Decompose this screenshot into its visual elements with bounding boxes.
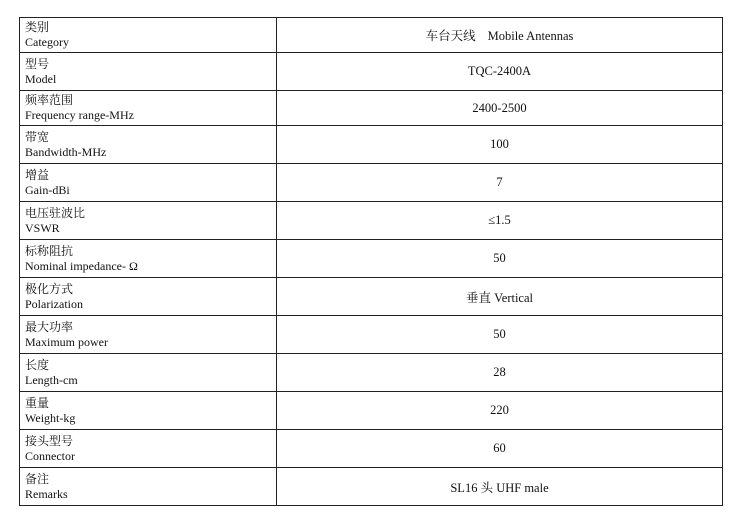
value-en: Mobile Antennas [487,29,574,43]
row-value: SL16 头 UHF male [277,468,723,506]
table-row [20,354,723,392]
label-zh: 标称阻抗 [25,243,74,258]
table-row [20,126,723,164]
row-value: 2400-2500 [277,91,723,126]
row-label [20,202,277,240]
label-zh: 增益 [25,167,50,182]
row-value: 60 [277,430,723,468]
value-zh: 车台天线 [425,29,476,43]
label-en: Gain-dBi [25,182,70,197]
label-zh: 备注 [25,471,50,486]
label-en: Nominal impedance- Ω [25,258,138,273]
label-zh: 类别 [25,20,50,34]
table-row [20,164,723,202]
table-row [20,430,723,468]
row-label [20,278,277,316]
row-value: 50 [277,316,723,354]
value-zh: 垂直 [465,290,491,305]
row-value: 100 [277,126,723,164]
table-row [20,18,723,53]
table-row [20,468,723,506]
table-row [20,316,723,354]
table-row [20,278,723,316]
label-zh: 最大功率 [25,319,74,334]
row-value: 28 [277,354,723,392]
label-en: Weight-kg [25,410,76,425]
label-zh: 电压驻波比 [25,205,86,220]
row-value: ≤1.5 [277,202,723,240]
label-zh: 型号 [25,56,50,71]
row-value [277,18,723,53]
row-label [20,468,277,506]
row-value: TQC-2400A [277,53,723,91]
row-label [20,164,277,202]
label-en: Maximum power [25,334,108,349]
label-en: Frequency range-MHz [25,108,134,122]
row-label [20,53,277,91]
label-zh: 极化方式 [25,281,74,296]
row-value [277,278,723,316]
table-row [20,202,723,240]
row-label [20,316,277,354]
label-zh: 重量 [25,395,50,410]
row-value: 50 [277,240,723,278]
label-zh: 接头型号 [25,433,74,448]
row-label [20,18,277,53]
table-row [20,240,723,278]
label-en: Category [25,35,69,49]
row-label [20,126,277,164]
row-label [20,392,277,430]
label-en: Length-cm [25,372,78,387]
row-label [20,430,277,468]
label-zh: 带宽 [25,129,50,144]
row-label [20,354,277,392]
label-en: Remarks [25,486,68,501]
label-en: Bandwidth-MHz [25,144,107,159]
value-en: Vertical [494,290,533,305]
label-en: Polarization [25,296,83,311]
label-en: VSWR [25,220,60,235]
row-value: 7 [277,164,723,202]
row-value: 220 [277,392,723,430]
table-row [20,53,723,91]
row-label [20,91,277,126]
table-row [20,91,723,126]
label-en: Connector [25,448,75,463]
spec-table [19,17,723,506]
label-zh: 频率范围 [25,93,74,107]
table-row [20,392,723,430]
label-en: Model [25,71,57,86]
label-zh: 长度 [25,357,50,372]
row-label [20,240,277,278]
